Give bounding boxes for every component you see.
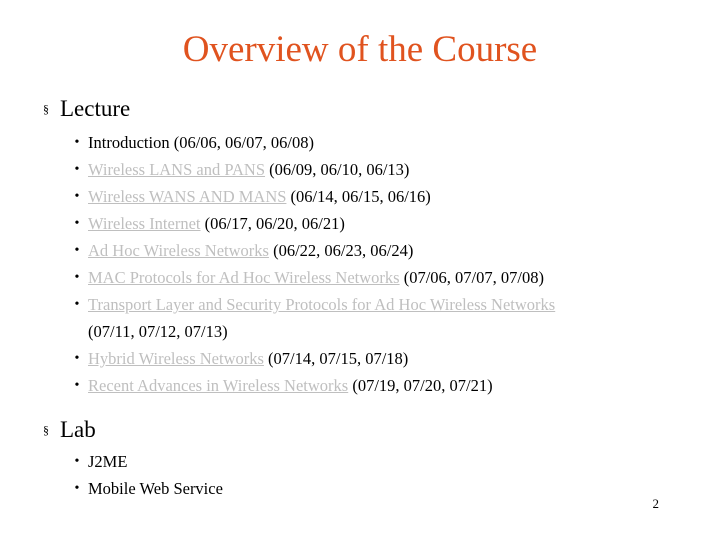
bullet-icon: • xyxy=(74,135,80,150)
bullet-icon: • xyxy=(74,454,80,469)
list-item xyxy=(72,372,555,399)
slide-title: Overview of the Course xyxy=(182,29,538,70)
list-item xyxy=(72,237,555,264)
bullet-icon: • xyxy=(74,189,80,204)
list-item xyxy=(72,264,555,291)
list-item xyxy=(72,156,555,183)
list-item xyxy=(72,475,223,502)
topic-dates: (06/09, 06/10, 06/13) xyxy=(265,160,410,179)
topic-dates: (07/06, 07/07, 07/08) xyxy=(399,268,544,287)
list-item xyxy=(72,129,555,156)
topic-dates: (07/14, 07/15, 07/18) xyxy=(263,349,409,368)
topic-link[interactable]: Wireless Internet xyxy=(88,214,201,233)
topic-dates: (07/11, 07/12, 07/13) xyxy=(88,322,228,341)
topic-label: Mobile Web Service xyxy=(88,479,223,498)
topic-link[interactable]: Transport Layer and Security Protocols for Ad Hoc Wireless Networks xyxy=(88,295,556,314)
bullet-icon: • xyxy=(74,270,80,285)
topic-dates: (06/17, 06/20, 06/21) xyxy=(200,214,345,233)
topic-label: Introduction xyxy=(88,133,170,152)
section-marker-icon: § xyxy=(43,102,49,116)
bullet-icon: • xyxy=(74,378,80,393)
topic-link[interactable]: Hybrid Wireless Networks xyxy=(88,349,264,368)
list-item xyxy=(72,448,223,475)
topic-dates: (06/14, 06/15, 06/16) xyxy=(286,187,431,206)
lab-topic-list xyxy=(72,448,223,502)
bullet-icon: • xyxy=(74,216,80,231)
list-item xyxy=(72,183,555,210)
topic-dates: (07/19, 07/20, 07/21) xyxy=(348,376,493,395)
list-item-continuation xyxy=(72,318,555,345)
list-item xyxy=(72,210,555,237)
topic-dates: (06/06, 06/07, 06/08) xyxy=(169,133,314,152)
section-label: Lab xyxy=(60,417,96,442)
section-marker-icon: § xyxy=(43,423,49,437)
section-label: Lecture xyxy=(60,96,131,121)
bullet-icon: • xyxy=(74,297,80,312)
list-item xyxy=(72,345,555,372)
page-number: 2 xyxy=(652,496,659,511)
list-item xyxy=(72,291,555,318)
topic-dates: (06/22, 06/23, 06/24) xyxy=(268,241,414,260)
topic-label: J2ME xyxy=(88,452,128,471)
bullet-icon: • xyxy=(74,481,80,496)
topic-link[interactable]: Wireless WANS AND MANS xyxy=(88,187,287,206)
bullet-icon: • xyxy=(74,243,80,258)
topic-link[interactable]: Ad Hoc Wireless Networks xyxy=(88,241,269,260)
topic-link[interactable]: Recent Advances in Wireless Networks xyxy=(88,376,349,395)
topic-link[interactable]: Wireless LANS and PANS xyxy=(88,160,266,179)
bullet-icon: • xyxy=(74,351,80,366)
lecture-topic-list xyxy=(72,129,555,399)
bullet-icon: • xyxy=(74,162,80,177)
topic-link[interactable]: MAC Protocols for Ad Hoc Wireless Networks xyxy=(88,268,400,287)
